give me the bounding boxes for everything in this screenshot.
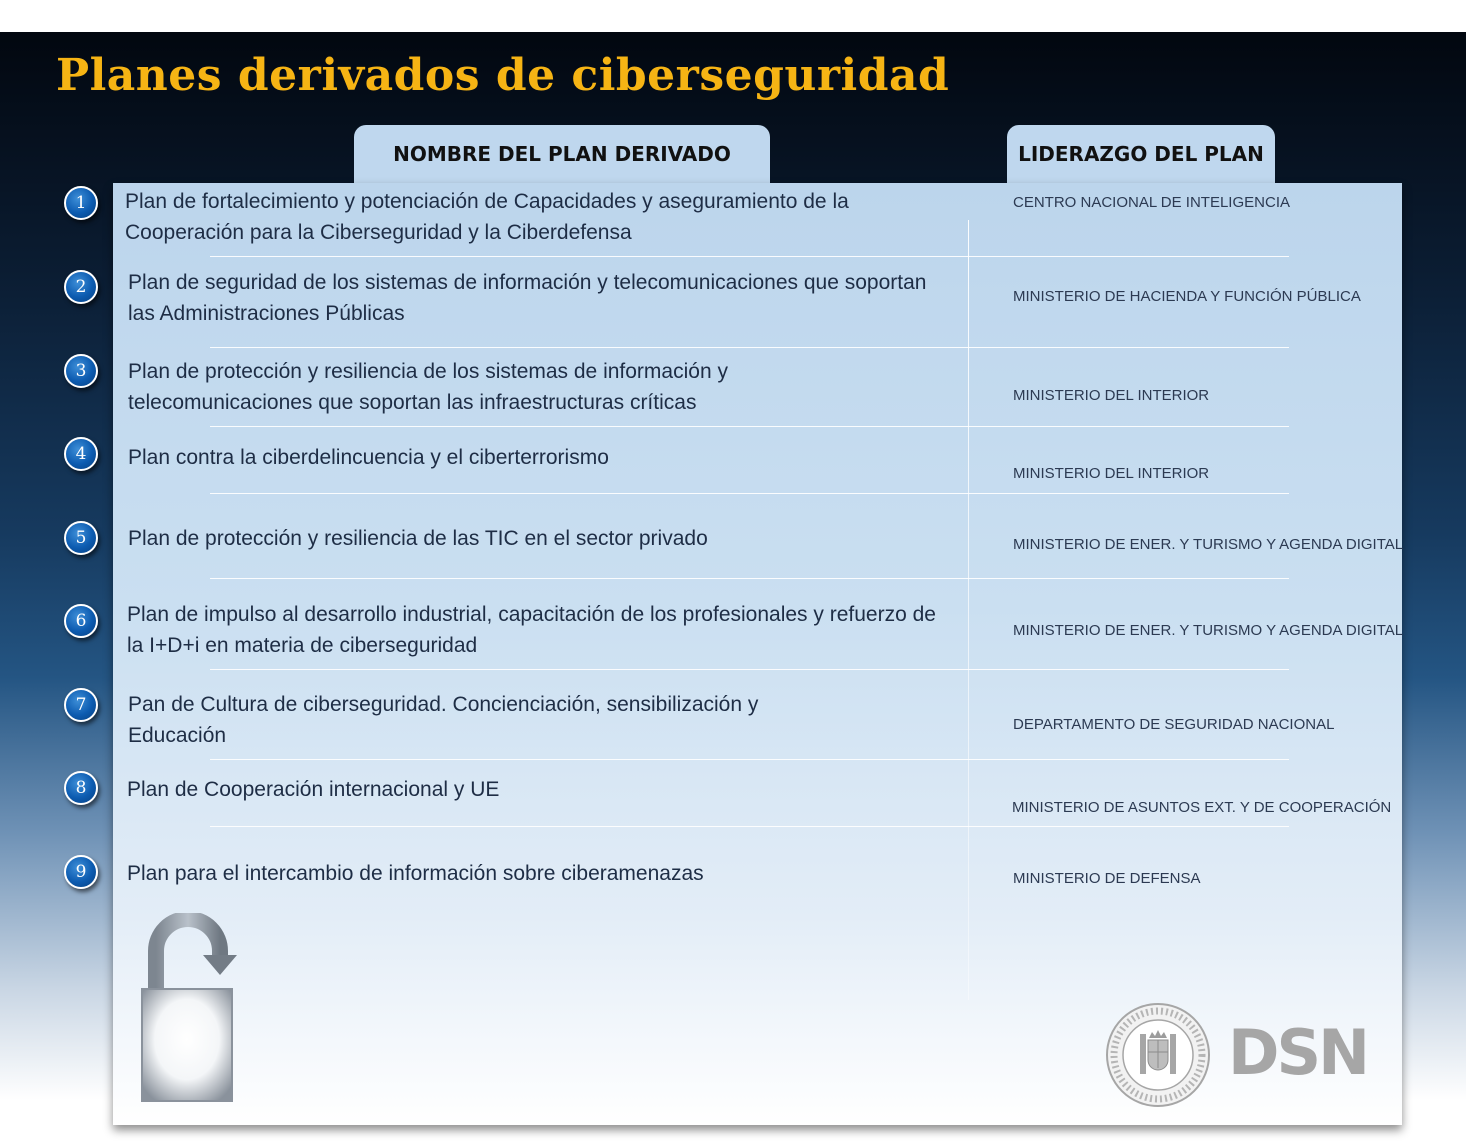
plan-name: Plan de protección y resiliencia de los sistemas de información y telecomunicaciones que soportan las infraestructuras críticas xyxy=(128,360,728,414)
open-padlock-icon xyxy=(140,913,240,1105)
column-divider xyxy=(968,220,969,1000)
plan-number-badge: 3 xyxy=(64,354,98,388)
column-header-plan-name: NOMBRE DEL PLAN DERIVADO xyxy=(354,125,770,183)
plan-leader: MINISTERIO DEL INTERIOR xyxy=(1013,465,1210,482)
column-header-leadership: LIDERAZGO DEL PLAN xyxy=(1007,125,1275,183)
row-divider xyxy=(210,578,1289,579)
plan-name: Plan de protección y resiliencia de las TIC en el sector privado xyxy=(128,527,708,550)
page-title: Planes derivados de ciberseguridad xyxy=(56,50,950,101)
plan-leader: DEPARTAMENTO DE SEGURIDAD NACIONAL xyxy=(1013,716,1335,733)
plan-leader: MINISTERIO DE HACIENDA Y FUNCIÓN PÚBLICA xyxy=(1013,288,1361,305)
plan-number-badge: 8 xyxy=(64,771,98,805)
plan-name: Plan contra la ciberdelincuencia y el ciberterrorismo xyxy=(128,446,609,469)
plan-name: Plan de Cooperación internacional y UE xyxy=(127,778,500,801)
plan-name: Plan para el intercambio de información sobre ciberamenazas xyxy=(127,862,704,885)
row-divider xyxy=(210,347,1289,348)
plan-number-badge: 2 xyxy=(64,270,98,304)
plan-leader: MINISTERIO DE ENER. Y TURISMO Y AGENDA DIGITAL xyxy=(1013,622,1404,639)
plan-number-badge: 6 xyxy=(64,604,98,638)
plan-name: Pan de Cultura de ciberseguridad. Concienciación, sensibilización y Educación xyxy=(128,693,759,747)
plan-number-badge: 5 xyxy=(64,521,98,555)
row-divider xyxy=(210,426,1289,427)
plan-leader: MINISTERIO DE ENER. Y TURISMO Y AGENDA DIGITAL xyxy=(1013,536,1404,553)
row-divider xyxy=(210,759,1289,760)
plan-leader: MINISTERIO DE DEFENSA xyxy=(1013,870,1201,887)
row-divider xyxy=(210,669,1289,670)
plan-leader: MINISTERIO DEL INTERIOR xyxy=(1013,387,1210,404)
plan-number-badge: 9 xyxy=(64,855,98,889)
plan-number-badge: 7 xyxy=(64,688,98,722)
plan-number-badge: 1 xyxy=(64,186,98,220)
row-divider xyxy=(210,256,1289,257)
plan-number-badge: 4 xyxy=(64,437,98,471)
plan-name: Plan de fortalecimiento y potenciación de Capacidades y aseguramiento de la Cooperación para la Ciberseguridad y la Ciberdefensa xyxy=(125,190,849,244)
row-divider xyxy=(210,826,1289,827)
plan-name: Plan de seguridad de los sistemas de información y telecomunicaciones que soportan las Administraciones Públicas xyxy=(128,271,927,325)
coat-of-arms-seal-icon xyxy=(1105,1002,1211,1108)
brand-wordmark: DSN xyxy=(1228,1016,1368,1089)
plan-leader: MINISTERIO DE ASUNTOS EXT. Y DE COOPERACIÓN xyxy=(1012,799,1392,816)
row-divider xyxy=(210,493,1289,494)
plan-leader: CENTRO NACIONAL DE INTELIGENCIA xyxy=(1013,194,1290,211)
plan-name: Plan de impulso al desarrollo industrial, capacitación de los profesionales y refuerzo de la I+D+i en materia de ciberseguridad xyxy=(127,603,936,657)
